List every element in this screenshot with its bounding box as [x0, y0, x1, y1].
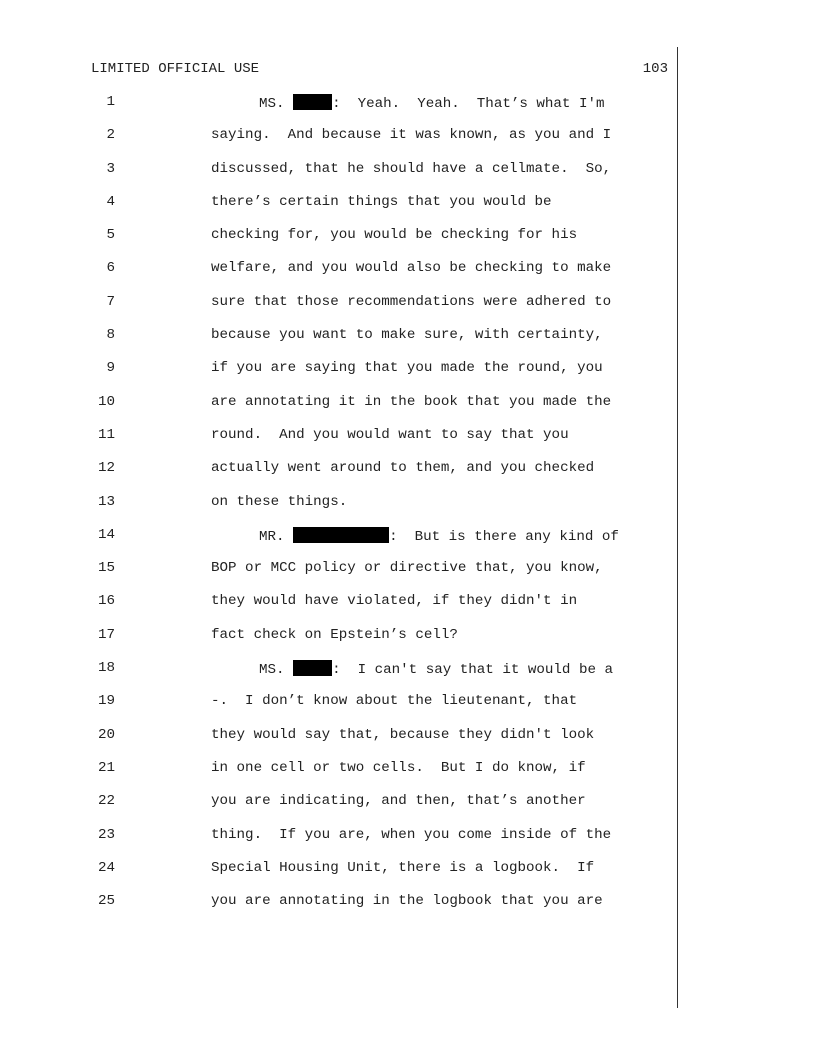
- line-text: [211, 161, 611, 177]
- transcript-line: [0, 360, 816, 393]
- transcript-line: [0, 560, 816, 593]
- line-content: in one cell or two cells. But I do know, if: [211, 759, 586, 776]
- line-content: they would have violated, if they didn't in: [211, 593, 578, 610]
- line-text: [211, 760, 586, 776]
- transcript-line: [0, 227, 816, 260]
- line-text: [211, 727, 594, 743]
- line-text: [259, 660, 613, 678]
- line-text: [211, 627, 458, 643]
- line-content: : I can't say that it would be a: [332, 662, 614, 679]
- line-content: they would say that, because they didn't look: [211, 726, 595, 743]
- line-text: [259, 527, 619, 545]
- line-number: 9: [106, 360, 115, 377]
- line-number: 2: [106, 127, 115, 144]
- transcript-line: [0, 727, 816, 760]
- line-number: 7: [106, 293, 115, 310]
- line-text: [211, 827, 611, 843]
- line-content: fact check on Epstein’s cell?: [211, 626, 458, 643]
- line-text: [259, 94, 605, 112]
- transcript-line: [0, 294, 816, 327]
- speaker-prefix: MR.: [259, 528, 294, 545]
- line-number: 5: [106, 227, 115, 244]
- line-content: saying. And because it was known, as you and I: [211, 127, 612, 144]
- line-number: 22: [97, 793, 115, 810]
- transcript-line: [0, 427, 816, 460]
- line-content: welfare, and you would also be checking to make: [211, 260, 612, 277]
- line-number: 8: [106, 327, 115, 344]
- line-number: 12: [97, 460, 115, 477]
- transcript-line: [0, 127, 816, 160]
- line-content: actually went around to them, and you checked: [211, 460, 595, 477]
- transcript-line: [0, 94, 816, 127]
- line-content: discussed, that he should have a cellmate. So,: [211, 160, 612, 177]
- line-text: [211, 460, 594, 476]
- line-text: [211, 360, 603, 376]
- line-content: : But is there any kind of: [389, 528, 619, 545]
- transcript-line: [0, 693, 816, 726]
- line-text: [211, 893, 603, 909]
- line-number: 25: [97, 893, 115, 910]
- line-text: [211, 327, 603, 343]
- line-text: [211, 260, 611, 276]
- line-text: [211, 860, 594, 876]
- line-content: BOP or MCC policy or directive that, you know,: [211, 560, 603, 577]
- line-content: because you want to make sure, with certainty,: [211, 327, 603, 344]
- line-number: 17: [97, 626, 115, 643]
- transcript-line: [0, 327, 816, 360]
- line-content: there’s certain things that you would be: [211, 193, 552, 210]
- transcript-line: [0, 660, 816, 693]
- line-number: 20: [97, 726, 115, 743]
- transcript-line: [0, 860, 816, 893]
- transcript-line: [0, 627, 816, 660]
- redaction-box: [293, 94, 332, 110]
- line-content: on these things.: [211, 493, 348, 510]
- line-content: thing. If you are, when you come inside of the: [211, 826, 612, 843]
- transcript-line: [0, 460, 816, 493]
- transcript-line: [0, 394, 816, 427]
- transcript-line: [0, 793, 816, 826]
- line-text: [211, 427, 569, 443]
- line-text: [211, 227, 577, 243]
- line-number: 10: [97, 393, 115, 410]
- line-number: 13: [97, 493, 115, 510]
- line-text: [211, 494, 347, 510]
- transcript-body: [0, 94, 816, 926]
- redaction-box: [293, 660, 332, 676]
- line-text: [211, 593, 577, 609]
- line-text: [211, 560, 603, 576]
- line-number: 6: [106, 260, 115, 277]
- transcript-line: [0, 260, 816, 293]
- line-number: 16: [97, 593, 115, 610]
- classification-header: LIMITED OFFICIAL USE: [91, 61, 260, 77]
- line-content: you are indicating, and then, that’s another: [211, 793, 586, 810]
- transcript-line: [0, 527, 816, 560]
- line-number: 11: [97, 426, 115, 443]
- line-content: Special Housing Unit, there is a logbook. If: [211, 859, 595, 876]
- line-text: [211, 127, 611, 143]
- line-number: 1: [106, 94, 115, 110]
- line-content: sure that those recommendations were adhered to: [211, 293, 612, 310]
- line-text: [211, 793, 586, 809]
- line-content: round. And you would want to say that you: [211, 426, 569, 443]
- line-content: : Yeah. Yeah. That’s what I'm: [332, 96, 605, 112]
- line-number: 4: [106, 193, 115, 210]
- transcript-line: [0, 893, 816, 926]
- redaction-box: [293, 527, 389, 543]
- line-number: 21: [97, 759, 115, 776]
- line-number: 23: [97, 826, 115, 843]
- line-number: 19: [97, 693, 115, 710]
- line-number: 14: [97, 526, 115, 543]
- line-number: 18: [97, 660, 115, 677]
- transcript-line: [0, 194, 816, 227]
- line-content: you are annotating in the logbook that you are: [211, 893, 603, 910]
- line-content: -. I don’t know about the lieutenant, that: [211, 693, 578, 710]
- page-number: 103: [642, 61, 668, 77]
- line-text: [211, 294, 611, 310]
- line-number: 15: [97, 560, 115, 577]
- transcript-line: [0, 494, 816, 527]
- transcript-line: [0, 827, 816, 860]
- transcript-line: [0, 760, 816, 793]
- line-content: checking for, you would be checking for his: [211, 227, 578, 244]
- line-number: 3: [106, 160, 115, 177]
- line-content: are annotating it in the book that you made the: [211, 393, 612, 410]
- line-number: 24: [97, 859, 115, 876]
- transcript-line: [0, 593, 816, 626]
- speaker-prefix: MS.: [259, 662, 294, 679]
- line-text: [211, 194, 552, 210]
- line-text: [211, 394, 611, 410]
- speaker-prefix: MS.: [259, 96, 294, 112]
- transcript-line: [0, 161, 816, 194]
- line-text: [211, 693, 577, 709]
- line-content: if you are saying that you made the round, you: [211, 360, 603, 377]
